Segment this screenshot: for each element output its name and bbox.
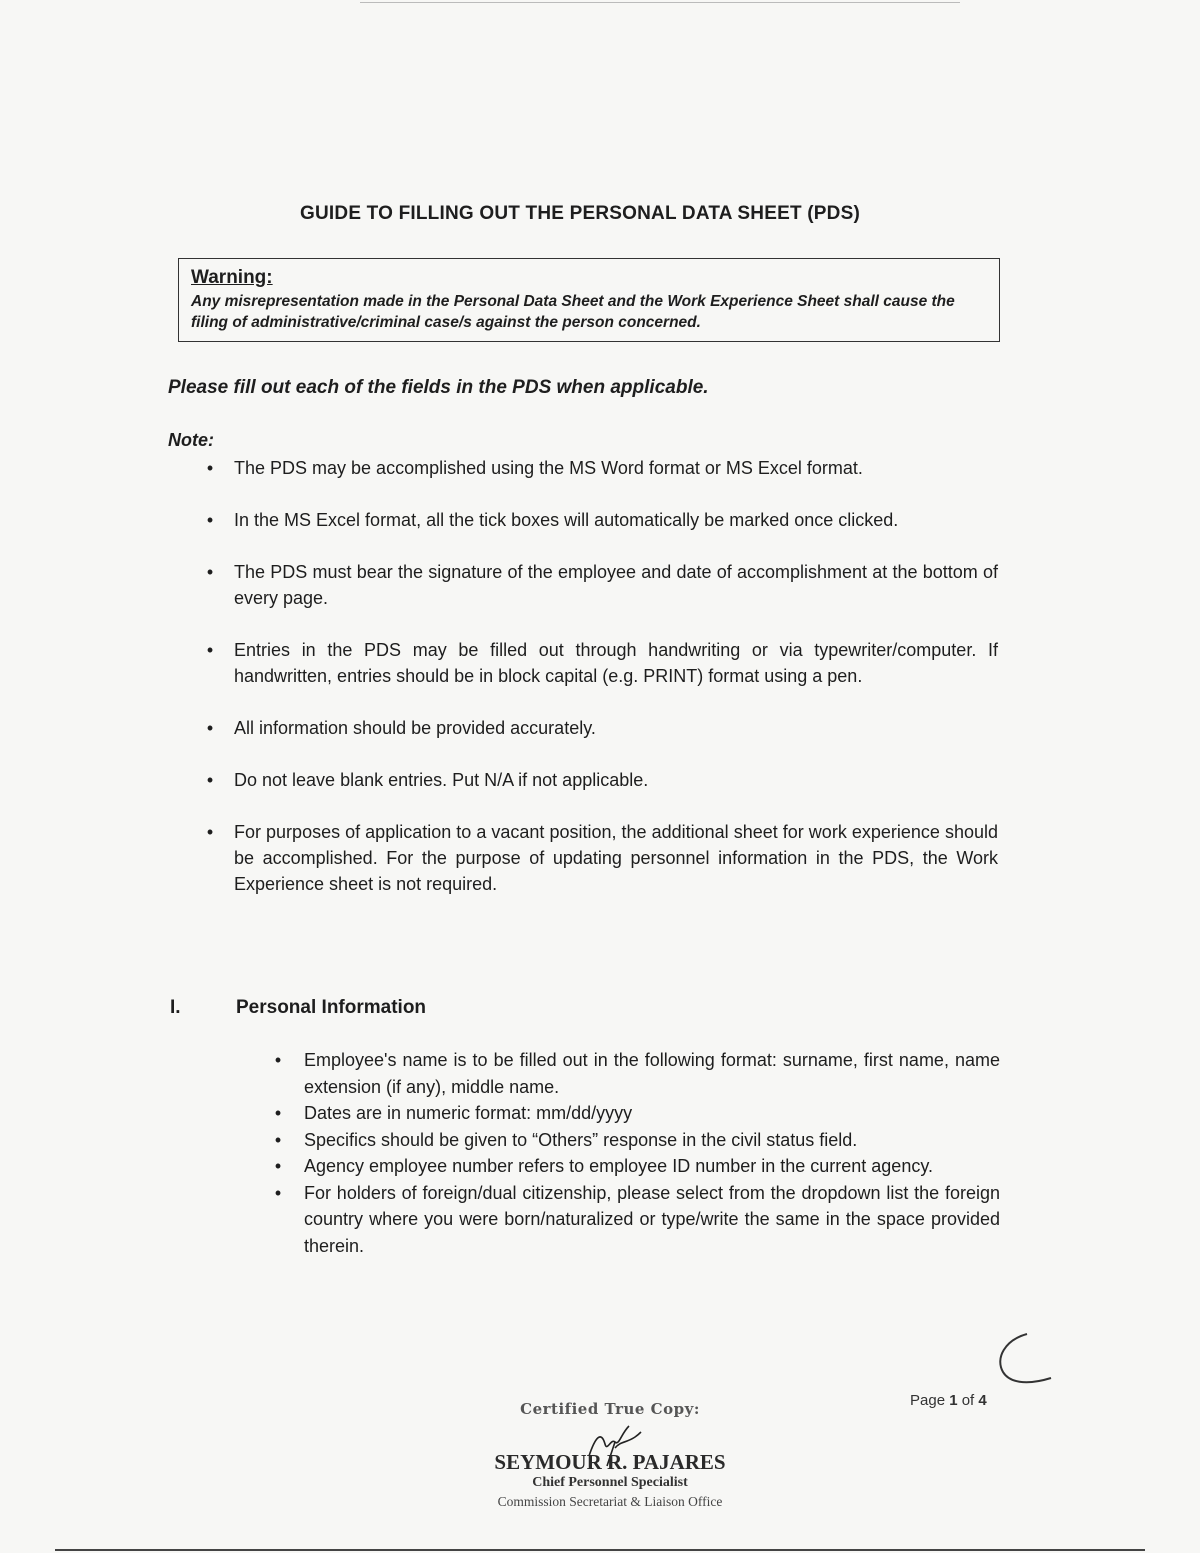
- list-item: [200, 715, 998, 741]
- list-item: [268, 1100, 1000, 1127]
- bullet-icon: •: [206, 458, 214, 478]
- document-title: GUIDE TO FILLING OUT THE PERSONAL DATA SHEET (PDS): [300, 203, 860, 224]
- bullet-icon: •: [274, 1156, 282, 1176]
- section-title: Personal Information: [236, 997, 427, 1018]
- note-text: For purposes of application to a vacant position, the additional sheet for work experience should be accomplished. For the purpose of updating personnel information in the PDS, the Work Experience sheet is not required.: [234, 822, 998, 894]
- note-text: In the MS Excel format, all the tick boxes will automatically be marked once clicked.: [234, 510, 899, 530]
- notes-list: [200, 455, 998, 897]
- section-number: I.: [170, 997, 181, 1018]
- bullet-icon: •: [206, 562, 214, 582]
- list-item: [200, 455, 998, 481]
- list-item: [200, 559, 998, 611]
- list-item: [200, 637, 998, 689]
- item-text: Specifics should be given to “Others” response in the civil status field.: [304, 1129, 858, 1150]
- warning-heading: Warning:: [191, 267, 273, 288]
- warning-box: [178, 258, 1000, 342]
- bullet-icon: •: [206, 510, 214, 530]
- bullet-icon: •: [206, 718, 214, 738]
- list-item: [200, 819, 998, 897]
- handwritten-initial-icon: [985, 1328, 1055, 1398]
- scan-edge-line: [55, 1549, 1145, 1551]
- list-item: [268, 1180, 1000, 1260]
- item-text: Agency employee number refers to employee ID number in the current agency.: [304, 1156, 933, 1176]
- bullet-icon: •: [274, 1050, 282, 1070]
- list-item: [268, 1153, 1000, 1180]
- bullet-icon: •: [206, 640, 214, 660]
- signatory-name: SEYMOUR R. PAJARES: [494, 1450, 726, 1474]
- signatory-office: Commission Secretariat & Liaison Office: [497, 1494, 723, 1509]
- page-number: Page 1 of 4: [910, 1392, 987, 1409]
- list-item: [268, 1047, 1000, 1100]
- item-text: Employee's name is to be filled out in the following format: surname, first name, name extension (if any), middle name.: [304, 1050, 1000, 1097]
- note-text: The PDS may be accomplished using the MS Word format or MS Excel format.: [234, 458, 863, 478]
- bullet-icon: •: [206, 770, 214, 790]
- scan-edge-line: [360, 2, 960, 3]
- bullet-icon: •: [274, 1103, 282, 1123]
- bullet-icon: •: [274, 1129, 282, 1150]
- personal-info-list: [268, 1047, 1000, 1259]
- item-text: Dates are in numeric format: mm/dd/yyyy: [304, 1103, 633, 1123]
- list-item: [268, 1127, 1000, 1154]
- section-heading: [170, 997, 426, 1019]
- signatory-role: Chief Personnel Specialist: [532, 1475, 688, 1490]
- note-text: Entries in the PDS may be filled out through handwriting or via typewriter/computer. If handwritten, entries should be in block capital (e.g. PRINT) format using a pen.: [234, 640, 998, 686]
- note-text: The PDS must bear the signature of the employee and date of accomplishment at the bottom of every page.: [234, 562, 998, 608]
- warning-text: Any misrepresentation made in the Personal Data Sheet and the Work Experience Sheet shall cause the filing of administrative/criminal case/s against the person concerned.: [191, 293, 955, 331]
- note-text: Do not leave blank entries. Put N/A if not applicable.: [234, 770, 649, 790]
- certified-stamp-label: Certified True Copy:: [520, 1400, 700, 1418]
- bullet-icon: •: [206, 822, 214, 842]
- note-label: Note:: [168, 430, 214, 450]
- fill-instruction: Please fill out each of the fields in the PDS when applicable.: [168, 377, 709, 398]
- list-item: [200, 767, 998, 793]
- list-item: [200, 507, 998, 533]
- bullet-icon: •: [274, 1182, 282, 1203]
- note-text: All information should be provided accurately.: [234, 718, 596, 738]
- item-text: For holders of foreign/dual citizenship, please select from the dropdown list the foreign country where you were born/naturalized or type/write the same in the space provided therein.: [304, 1182, 1000, 1256]
